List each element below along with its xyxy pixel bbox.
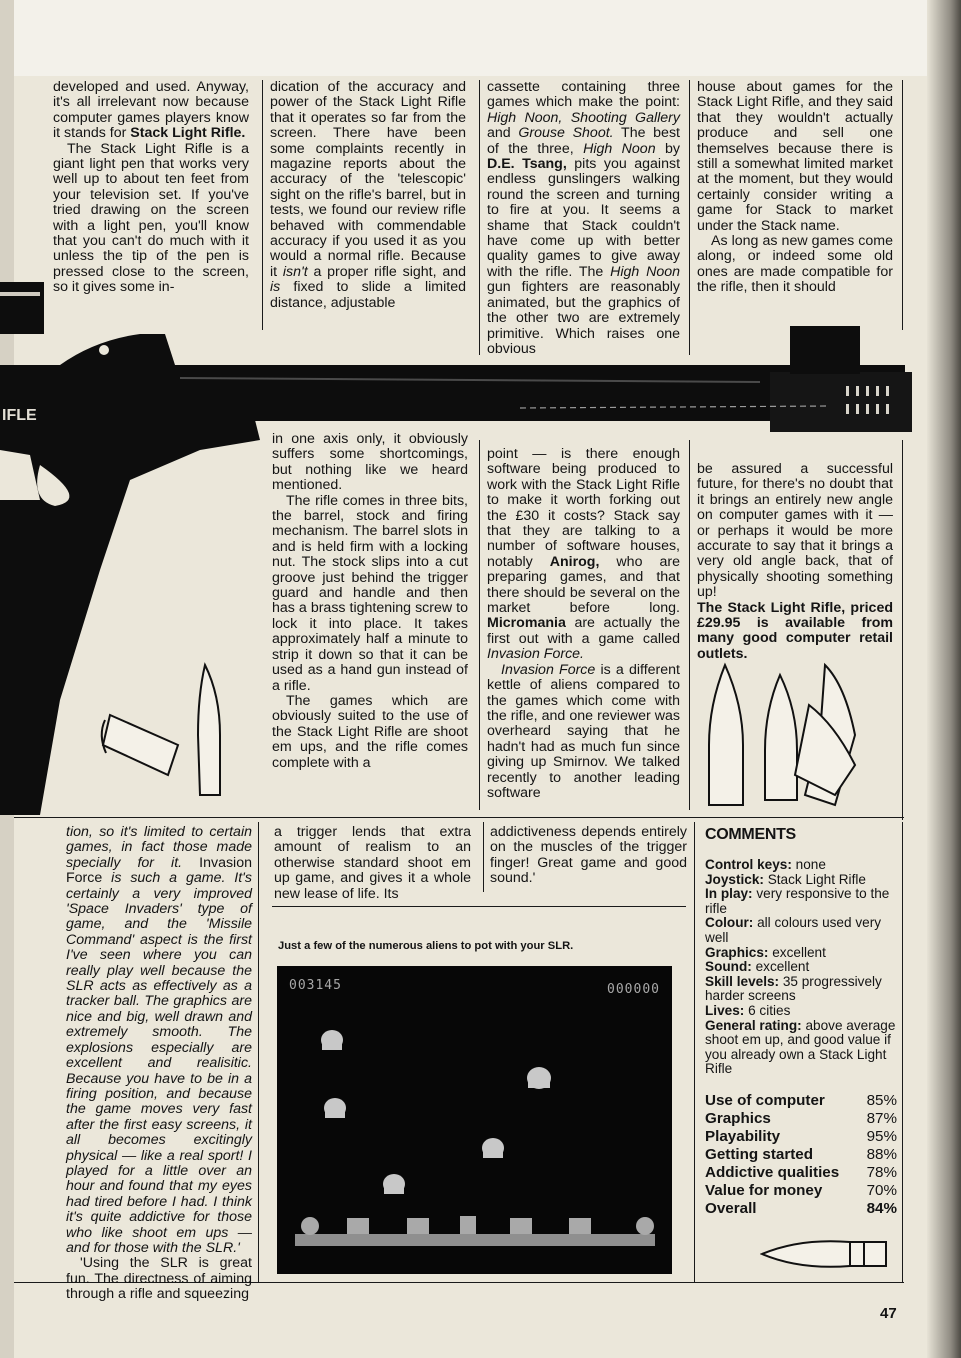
emphasis: High Noon bbox=[610, 263, 680, 280]
text: who are preparing games, and that there should be several on the market before long. bbox=[487, 553, 680, 617]
rating-name: Value for money bbox=[705, 1182, 823, 1199]
comment-entry bbox=[705, 975, 897, 1004]
comment-label: Control keys: bbox=[705, 857, 792, 872]
rating-name: Addictive qualities bbox=[705, 1164, 840, 1181]
rating-name: Playability bbox=[705, 1128, 781, 1145]
screenshot-caption: Just a few of the numerous aliens to pot with your SLR. bbox=[278, 940, 574, 952]
showthrough-text bbox=[330, 20, 337, 50]
rating-value: 85% bbox=[866, 1092, 897, 1109]
comment-value: very responsive to the rifle bbox=[705, 886, 890, 916]
paragraph: The rifle comes in three bits, the barrel, stock and firing mechanism. The barrel slots in and is held firm with a locking nut. The stock slips into a cut groove just behind the trigger guard and handle and then has a brass tightening screw to lock it into place. It takes approximately half a minute to strip it down so that it can be used as a hand gun instead of a rifle. bbox=[272, 492, 468, 694]
bold-text: Micromania bbox=[487, 615, 566, 632]
comment-value: none bbox=[791, 857, 826, 872]
comment-label: Colour: bbox=[705, 915, 754, 931]
rating-name: Getting started bbox=[705, 1146, 814, 1163]
text: are actually the first out with a game called bbox=[487, 615, 680, 647]
paragraph: be assured a successful future, for there's no doubt that it brings an entirely new angle on computer games with it — or perhaps it would be more accurate to say that it brings a very old angle back, that of physically shooting something up! bbox=[697, 461, 893, 601]
text: and bbox=[487, 125, 519, 142]
comment-label: Joystick: bbox=[705, 871, 764, 887]
review-text: Invasion Force bbox=[66, 854, 252, 887]
rifle-label: IFLE bbox=[2, 407, 37, 424]
column-rule bbox=[902, 822, 903, 1282]
text: cassette containing three games which make the point: bbox=[487, 79, 680, 111]
comment-value: 35 progressively harder screens bbox=[705, 973, 882, 1004]
rating-row bbox=[705, 1092, 897, 1110]
comments-title: COMMENTS bbox=[705, 826, 796, 843]
paragraph: a proper rifle sight, and bbox=[307, 263, 466, 280]
text: is a different kettle of aliens compared to the games which come with the rifle, and one reviewer was overheard saying that he hadn't had as much fun since giving up Smirnov. We talked recently to another leading software bbox=[487, 661, 680, 801]
emphasis: High Noon, Shooting Gallery bbox=[487, 109, 680, 126]
article-column-2-continued bbox=[272, 432, 468, 771]
rating-name: Graphics bbox=[705, 1110, 771, 1127]
rating-row bbox=[705, 1128, 897, 1146]
paragraph: The games which are obviously suited to the use of the Stack Light Rifle are shoot em ups, and the rifle comes complete with a bbox=[272, 692, 468, 771]
comments-list bbox=[705, 858, 897, 1077]
paragraph: fixed to slide a limited distance, adjustable bbox=[270, 279, 466, 311]
bold-text: D.E. Tsang, bbox=[487, 156, 567, 173]
comment-entry bbox=[705, 1019, 897, 1077]
column-rule bbox=[258, 822, 259, 1282]
comment-label: General rating: bbox=[705, 1017, 802, 1033]
comment-entry bbox=[705, 946, 897, 961]
comment-value: excellent bbox=[768, 944, 826, 960]
comment-value: above average shoot em up, and good value if you already own a Stack Light Rifle bbox=[705, 1017, 896, 1077]
article-column-4-continued bbox=[697, 462, 893, 662]
ratings-table bbox=[705, 1092, 897, 1218]
paragraph: As long as new games come along, or indeed some old ones are made compatible for the rifle, then it should bbox=[697, 233, 893, 296]
comment-value: Stack Light Rifle bbox=[763, 871, 866, 887]
comment-value: excellent bbox=[751, 959, 810, 975]
review-column-3 bbox=[490, 825, 687, 887]
comment-value: 6 cities bbox=[744, 1002, 791, 1018]
text: gun fighters are reasonably animated, but the graphics of the other two are extremely primitive. Which raises one obvious bbox=[487, 279, 680, 357]
text: pits you against endless gunslingers walking round the screen and turning to fire at you. It seems a shame that Stack couldn't have come up with better quality games to give away with the rifle. The bbox=[487, 156, 681, 280]
comment-label: Sound: bbox=[705, 959, 752, 975]
rating-value: 95% bbox=[866, 1128, 897, 1145]
review-column-2 bbox=[274, 825, 471, 902]
rating-row bbox=[705, 1110, 897, 1128]
rating-value: 78% bbox=[866, 1164, 897, 1181]
emphasis: High Noon bbox=[583, 140, 656, 157]
comment-value: all colours used very well bbox=[705, 915, 882, 945]
paragraph: developed and used. Anyway, it's all irrelevant now because computer games players know it stands for bbox=[53, 79, 249, 142]
comment-entry bbox=[705, 887, 897, 916]
comment-entry bbox=[705, 1004, 897, 1019]
article-column-2 bbox=[270, 80, 466, 311]
column-rule bbox=[483, 822, 484, 892]
text: point — is there enough software being produced to work with the Stack Light Rifle to make it worth forking out the £30 it costs? Stack say that they are talking to a number of software houses, notably bbox=[487, 446, 680, 570]
price-note: The Stack Light Rifle, priced £29.95 is available from many good computer retail outlets. bbox=[697, 599, 893, 662]
emphasis: Invasion Force. bbox=[487, 646, 584, 663]
text: The best of the three, bbox=[487, 125, 680, 157]
score-right: 000000 bbox=[607, 982, 660, 997]
bullet-graphic bbox=[760, 1236, 890, 1272]
emphasis: isn't bbox=[282, 263, 308, 280]
article-column-1 bbox=[53, 80, 249, 296]
rating-value: 88% bbox=[866, 1146, 897, 1163]
rating-row bbox=[705, 1182, 897, 1200]
rating-value: 70% bbox=[866, 1182, 897, 1199]
comment-entry bbox=[705, 873, 897, 888]
page-number: 47 bbox=[880, 1305, 897, 1322]
comment-label: Graphics: bbox=[705, 944, 769, 960]
article-column-3 bbox=[487, 80, 680, 357]
game-screenshot bbox=[277, 966, 672, 1274]
review-text: is such a game. It's certainly a very improved 'Space Invaders' type of game, and the 'Missile Command' aspect is the first I've seen where you can really play well because the SLR acts as effectively as a tracker ball. The graphics are nice and big, well drawn and extremely smooth. The explosions especially are excellent and realisitic. Because you have to be in a firing position, and because the game moves very fast after the first easy screens, it all becomes excitingly physical — like a real sport! I played for a little over an hour and found that my eyes had tired before I had. I think it's quite addictive for those who like shoot em ups — and for those with the SLR.' bbox=[66, 870, 252, 1256]
comment-entry bbox=[705, 916, 897, 945]
paragraph: in one axis only, it obviously suffers some shortcomings, but nothing like we heard mentioned. bbox=[272, 431, 468, 494]
caption-rule bbox=[272, 906, 686, 907]
rating-row bbox=[705, 1200, 897, 1218]
paragraph: house about games for the Stack Light Rifle, and they said that they wouldn't actually produce and sell one themselves because there is still a somewhat limited market at the moment, but they would certainly consider writing a game for Stack to market under the Stack name. bbox=[697, 79, 893, 234]
paragraph: dication of the accuracy and power of the Stack Light Rifle that it operates so far from the screen. There have been some complaints recently in magazine reports about the accuracy of the 'telescopic' sight on the rifle's barrel, but in tests, we found our review rifle behaved with commendable accuracy if you used it as you would a normal rifle. Because it bbox=[270, 79, 466, 280]
bold-text: Stack Light Rifle. bbox=[130, 125, 246, 142]
review-column-1 bbox=[66, 825, 252, 1303]
article-column-4 bbox=[697, 80, 893, 296]
text: by bbox=[655, 140, 680, 157]
emphasis: Invasion Force bbox=[501, 661, 596, 678]
page-binding-edge bbox=[927, 0, 961, 1358]
top-strip bbox=[0, 0, 961, 76]
emphasis: Grouse Shoot. bbox=[518, 125, 614, 142]
column-rule bbox=[694, 822, 695, 1282]
article-column-3-continued bbox=[487, 447, 680, 801]
rating-value: 87% bbox=[866, 1110, 897, 1127]
review-text: addictiveness depends entirely on the muscles of the trigger finger! Great game and good sound.' bbox=[490, 824, 687, 887]
score-left: 003145 bbox=[289, 978, 342, 993]
review-text: 'Using the SLR is great fun. The directness of aiming through a rifle and squeezing bbox=[66, 1255, 252, 1303]
paragraph: The Stack Light Rifle is a giant light pen that works very well up to about ten feet from your television set. If you've tried drawing on the screen with a light pen, you'll know that you can't do much with it unless the tip of the pen is pressed close to the screen, so it gives some in- bbox=[53, 140, 249, 296]
review-text: tion, so it's limited to certain games, in fact those made specially for it. bbox=[66, 824, 252, 871]
comment-label: Skill levels: bbox=[705, 973, 780, 989]
emphasis: is bbox=[270, 279, 281, 296]
rating-row bbox=[705, 1164, 897, 1182]
rating-row bbox=[705, 1146, 897, 1164]
bold-text: Anirog, bbox=[549, 553, 600, 570]
comment-entry bbox=[705, 960, 897, 975]
rating-value: 84% bbox=[866, 1200, 897, 1217]
review-text: a trigger lends that extra amount of realism to an otherwise standard shoot em up game, and gives it a whole new lease of life. Its bbox=[274, 824, 471, 902]
comment-label: Lives: bbox=[705, 1002, 745, 1018]
rating-name: Overall bbox=[705, 1200, 757, 1217]
game-graphics bbox=[277, 966, 672, 1274]
rating-name: Use of computer bbox=[705, 1092, 825, 1109]
comment-entry bbox=[705, 858, 897, 873]
comment-label: In play: bbox=[705, 886, 753, 902]
